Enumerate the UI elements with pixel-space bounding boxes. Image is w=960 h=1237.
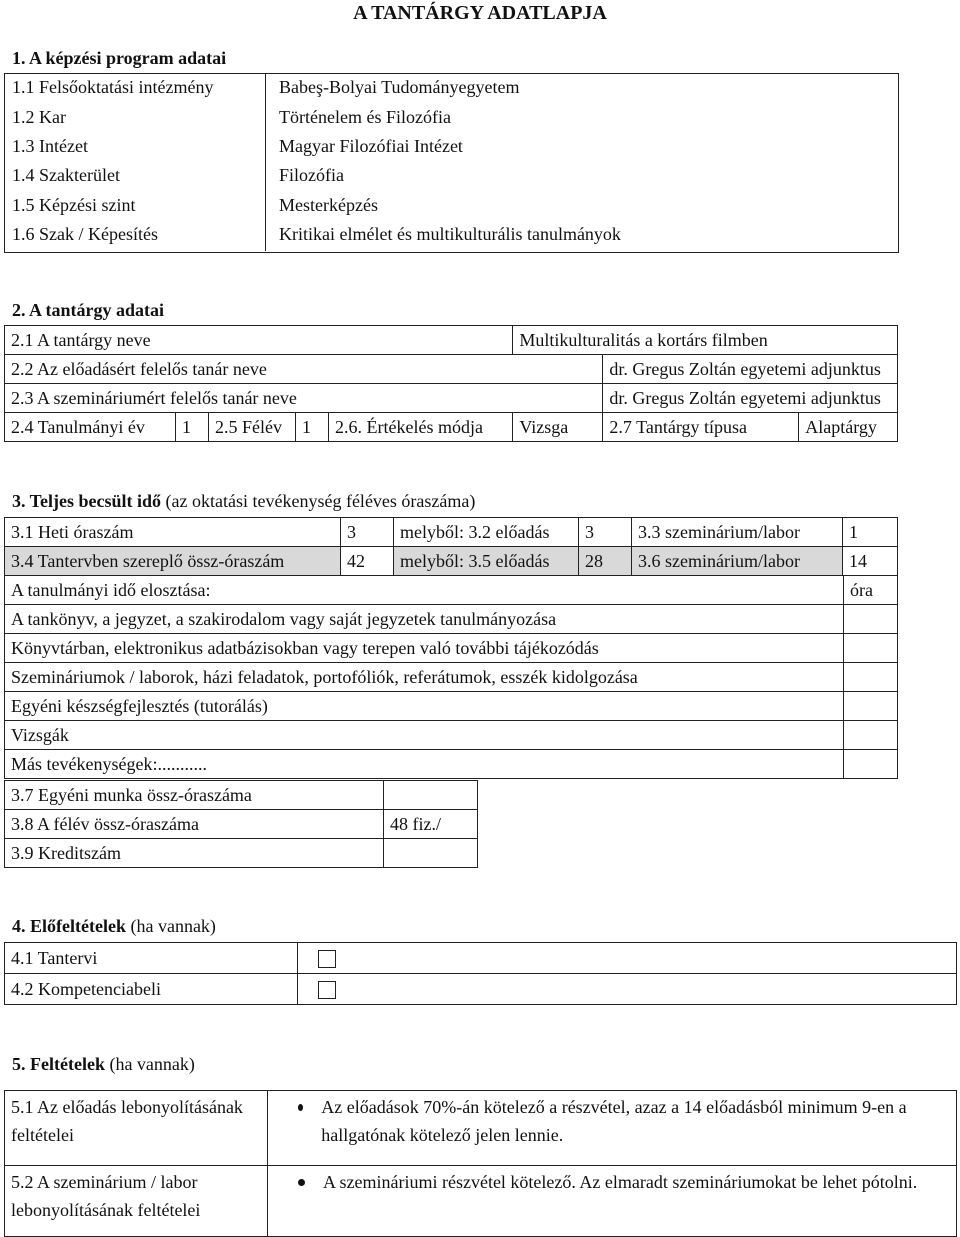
- table-row: [4, 73, 898, 102]
- year-label: 2.4 Tanulmányi év: [5, 413, 176, 442]
- row-value: Mesterképzés: [279, 194, 378, 215]
- weekly-lecture-value: 3: [579, 518, 632, 547]
- lecture-conditions-label: 5.1 Az előadás lebonyolításának feltételei: [5, 1091, 268, 1166]
- individual-work-value: [384, 781, 478, 810]
- table-row: [5, 384, 898, 413]
- table-row: [5, 692, 898, 721]
- table-row: [5, 663, 898, 692]
- row-value: Kritikai elmélet és multikulturális tanulmányok: [279, 224, 621, 245]
- table-row: [5, 413, 898, 442]
- table-row: [4, 161, 898, 190]
- total-lecture-label: melyből: 3.5 előadás: [394, 547, 579, 576]
- individual-work-label: 3.7 Egyéni munka össz-óraszáma: [5, 781, 384, 810]
- weekly-seminar-value: 1: [843, 518, 898, 547]
- document-title: A TANTÁRGY ADATLAPJA: [353, 2, 607, 24]
- row-label: 1.2 Kar: [12, 106, 66, 127]
- table-row: [5, 810, 478, 839]
- activity-hours: [844, 750, 898, 779]
- section5-heading: 5. Feltételek (ha vannak): [12, 1054, 195, 1074]
- credits-value: [384, 839, 478, 868]
- table-row: [4, 220, 898, 249]
- table-row: [4, 102, 898, 131]
- seminar-conditions-label: 5.2 A szeminárium / labor lebonyolításának feltételei: [5, 1166, 268, 1237]
- prereq-curricular-cell: [298, 943, 957, 974]
- section1-table: [4, 73, 898, 249]
- activity-label: Könyvtárban, elektronikus adatbázisokban vagy terepen való további tájékozódás: [5, 634, 844, 663]
- weekly-lecture-label: melyből: 3.2 előadás: [394, 518, 579, 547]
- study-time-label: A tanulmányi idő elosztása:: [5, 576, 844, 605]
- section2-heading: 2. A tantárgy adatai: [12, 300, 165, 320]
- lecturer-label: 2.2 Az előadásért felelős tanár neve: [5, 355, 603, 384]
- row-value: Magyar Filozófiai Intézet: [279, 135, 463, 156]
- conditions-table: [4, 1090, 957, 1237]
- row-value: Történelem és Filozófia: [279, 106, 451, 127]
- activity-label: A tankönyv, a jegyzet, a szakirodalom vagy saját jegyzetek tanulmányozása: [5, 605, 844, 634]
- semester-hours-value: 48 fiz./: [384, 810, 478, 839]
- row-label: 1.4 Szakterület: [12, 165, 120, 186]
- activity-hours: [844, 634, 898, 663]
- prereq-curricular-label: 4.1 Tantervi: [5, 943, 298, 974]
- section2-table: [4, 325, 898, 442]
- table-row: [5, 605, 898, 634]
- weekly-seminar-label: 3.3 szeminárium/labor: [632, 518, 843, 547]
- table-row: [5, 721, 898, 750]
- activity-label: Egyéni készségfejlesztés (tutorálás): [5, 692, 844, 721]
- evaluation-label: 2.6. Értékelés módja: [329, 413, 513, 442]
- table-row: [5, 355, 898, 384]
- table-row: [5, 750, 898, 779]
- seminar-teacher-value: dr. Gregus Zoltán egyetemi adjunktus: [603, 384, 898, 413]
- study-time-unit: óra: [844, 576, 898, 605]
- seminar-conditions-value: A szemináriumi részvétel kötelező. Az elmaradt szemináriumokat be lehet pótolni.: [268, 1166, 957, 1237]
- row-label: 1.6 Szak / Képesítés: [12, 224, 158, 245]
- table-row: [4, 191, 898, 220]
- total-seminar-label: 3.6 szeminárium/labor: [632, 547, 843, 576]
- checkbox[interactable]: [318, 981, 336, 999]
- row-label: 1.1 Felsőoktatási intézmény: [12, 77, 214, 98]
- section3-hours-table: [4, 517, 898, 576]
- table-row: [5, 634, 898, 663]
- table-row: [4, 132, 898, 161]
- activity-label: Más tevékenységek:...........: [5, 750, 844, 779]
- activity-hours: [844, 692, 898, 721]
- credits-label: 3.9 Kreditszám: [5, 839, 384, 868]
- activity-label: Vizsgák: [5, 721, 844, 750]
- total-hours-value: 42: [341, 547, 394, 576]
- table-row: [5, 974, 957, 1005]
- row-value: Filozófia: [279, 165, 344, 186]
- table-row: [5, 1091, 957, 1166]
- table-row: [5, 547, 898, 576]
- bullet-icon: [298, 1104, 303, 1111]
- table-row: [5, 1166, 957, 1237]
- activity-hours: [844, 605, 898, 634]
- activity-hours: [844, 721, 898, 750]
- bullet-icon: [298, 1179, 305, 1186]
- section3-heading: 3. Teljes becsült idő (az oktatási tevékenység féléves óraszáma): [12, 491, 476, 511]
- semester-value: 1: [296, 413, 329, 442]
- lecture-conditions-value: Az előadások 70%-án kötelező a részvétel, azaz a 14 előadásból minimum 9-en a hallgatónak kötelező jelen lennie.: [268, 1091, 957, 1166]
- section4-heading: 4. Előfeltételek (ha vannak): [12, 916, 216, 936]
- section1-heading: 1. A képzési program adatai: [12, 48, 227, 68]
- evaluation-value: Vizsga: [513, 413, 603, 442]
- row-label: 1.5 Képzési szint: [12, 194, 136, 215]
- lecturer-value: dr. Gregus Zoltán egyetemi adjunktus: [603, 355, 898, 384]
- prerequisites-table: [4, 942, 957, 1005]
- prereq-competence-cell: [298, 974, 957, 1005]
- study-time-table: [4, 575, 898, 779]
- table-row: [5, 943, 957, 974]
- subject-name-value: Multikulturalitás a kortárs filmben: [513, 326, 898, 355]
- total-hours-label: 3.4 Tantervben szereplő össz-óraszám: [5, 547, 341, 576]
- total-seminar-value: 14: [843, 547, 898, 576]
- year-value: 1: [176, 413, 209, 442]
- semester-label: 2.5 Félév: [209, 413, 296, 442]
- table-row: [5, 839, 478, 868]
- total-lecture-value: 28: [579, 547, 632, 576]
- table-row: [5, 326, 898, 355]
- activity-hours: [844, 663, 898, 692]
- activity-label: Szemináriumok / laborok, házi feladatok, portofóliók, referátumok, esszék kidolgozása: [5, 663, 844, 692]
- row-value: Babeş-Bolyai Tudományegyetem: [279, 77, 520, 98]
- semester-hours-label: 3.8 A félév össz-óraszáma: [5, 810, 384, 839]
- subject-type-label: 2.7 Tantárgy típusa: [603, 413, 799, 442]
- table-row: [5, 576, 898, 605]
- checkbox[interactable]: [318, 950, 336, 968]
- prereq-competence-label: 4.2 Kompetenciabeli: [5, 974, 298, 1005]
- row-label: 1.3 Intézet: [12, 135, 88, 156]
- table-row: [5, 518, 898, 547]
- table-row: [5, 781, 478, 810]
- subject-name-label: 2.1 A tantárgy neve: [5, 326, 513, 355]
- weekly-hours-value: 3: [341, 518, 394, 547]
- weekly-hours-label: 3.1 Heti óraszám: [5, 518, 341, 547]
- subject-type-value: Alaptárgy: [799, 413, 898, 442]
- seminar-teacher-label: 2.3 A szemináriumért felelős tanár neve: [5, 384, 603, 413]
- totals-table: [4, 780, 478, 868]
